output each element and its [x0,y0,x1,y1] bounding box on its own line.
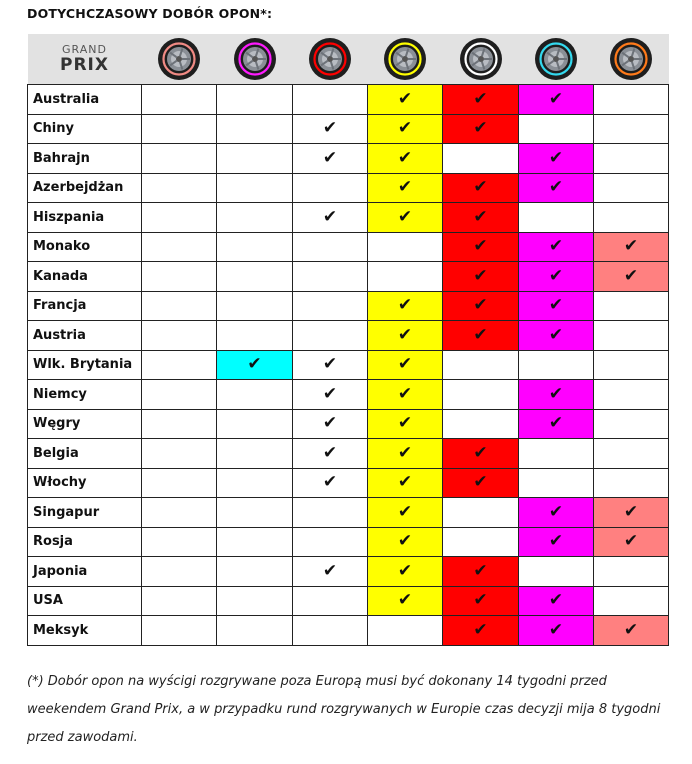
table-row [28,232,669,262]
compound-cell [142,557,217,587]
compound-cell-checked: ✔ [443,291,519,321]
compound-cell [443,409,519,439]
compound-cell [217,586,293,616]
compound-cell [217,380,293,410]
compound-cell-checked: ✔ [519,498,594,528]
compound-cell [293,498,368,528]
compound-cell [519,350,594,380]
compound-cell-checked: ✔ [594,232,669,262]
compound-cell [142,291,217,321]
compound-cell [142,468,217,498]
compound-cell-checked: ✔ [368,409,443,439]
compound-cell [519,439,594,469]
table-row [28,409,669,439]
country-label: Chiny [28,114,142,144]
country-label: Azerbejdżan [28,173,142,203]
compound-cell [293,586,368,616]
compound-cell [142,173,217,203]
compound-cell-checked: ✔ [368,144,443,174]
tyre-hard-icon [534,37,578,81]
compound-cell [142,439,217,469]
compound-cell [594,114,669,144]
compound-cell [217,409,293,439]
tyre-soft-icon [383,37,427,81]
compound-cell [142,527,217,557]
compound-cell-checked: ✔ [443,114,519,144]
compound-cell-checked: ✔ [443,232,519,262]
compound-cell-checked: ✔ [368,527,443,557]
compound-cell [142,114,217,144]
compound-cell [217,557,293,587]
compound-cell-checked: ✔ [293,203,368,233]
compound-cell [293,291,368,321]
country-label: Hiszpania [28,203,142,233]
tyre-choice-table [27,34,669,646]
compound-cell [443,144,519,174]
compound-cell-checked: ✔ [293,144,368,174]
compound-cell [217,468,293,498]
tyre-medium-icon [459,37,503,81]
compound-cell [594,291,669,321]
table-row [28,85,669,115]
tyre-superhard-icon [609,37,653,81]
grand-prix-logo [28,34,142,85]
compound-cell-checked: ✔ [293,380,368,410]
compound-cell [293,616,368,646]
compound-cell [217,85,293,115]
compound-cell [519,557,594,587]
compound-cell-checked: ✔ [519,409,594,439]
tyre-supersoft-header [293,34,368,85]
country-label: Meksyk [28,616,142,646]
country-label: Węgry [28,409,142,439]
table-row [28,557,669,587]
table-row [28,468,669,498]
table-row [28,616,669,646]
tyre-medium-header [443,34,519,85]
compound-cell [293,173,368,203]
compound-cell [594,203,669,233]
logo-prix-text: PRIX [60,55,109,75]
tyre-hypersoft-header [142,34,217,85]
country-label: Australia [28,85,142,115]
compound-cell-checked: ✔ [519,291,594,321]
country-label: Bahrajn [28,144,142,174]
compound-cell [217,527,293,557]
compound-cell [594,586,669,616]
compound-cell-checked: ✔ [519,262,594,292]
compound-cell-checked: ✔ [293,439,368,469]
compound-cell-checked: ✔ [368,85,443,115]
compound-cell [142,203,217,233]
tyre-supersoft-icon [308,37,352,81]
compound-cell [293,232,368,262]
country-label: Włochy [28,468,142,498]
compound-cell-checked: ✔ [368,380,443,410]
tyre-ultrasoft-header [217,34,293,85]
country-label: Austria [28,321,142,351]
compound-cell-checked: ✔ [519,616,594,646]
compound-cell-checked: ✔ [368,557,443,587]
table-row [28,203,669,233]
compound-cell [217,439,293,469]
compound-cell-checked: ✔ [519,586,594,616]
compound-cell-checked: ✔ [368,291,443,321]
compound-cell-checked: ✔ [368,439,443,469]
compound-cell-checked: ✔ [368,350,443,380]
compound-cell [293,321,368,351]
compound-cell [142,380,217,410]
compound-cell [443,527,519,557]
compound-cell-checked: ✔ [519,144,594,174]
compound-cell-checked: ✔ [443,586,519,616]
tyre-superhard-header [594,34,669,85]
compound-cell [142,232,217,262]
logo-grand-text: GRAND [62,43,107,56]
compound-cell-checked: ✔ [368,498,443,528]
compound-cell [443,498,519,528]
compound-cell [142,498,217,528]
compound-cell [368,262,443,292]
compound-cell [217,144,293,174]
compound-cell [142,350,217,380]
compound-cell [594,173,669,203]
country-label: Wlk. Brytania [28,350,142,380]
compound-cell [142,85,217,115]
tyre-soft-header [368,34,443,85]
compound-cell [594,468,669,498]
compound-cell-checked: ✔ [519,85,594,115]
compound-cell [217,262,293,292]
table-header-row [28,34,669,85]
table-row [28,527,669,557]
compound-cell [142,616,217,646]
page-title: DOTYCHCZASOWY DOBÓR OPON*: [27,6,273,21]
compound-cell-checked: ✔ [443,262,519,292]
compound-cell-checked: ✔ [594,616,669,646]
compound-cell-checked: ✔ [443,85,519,115]
compound-cell-checked: ✔ [368,114,443,144]
country-label: Japonia [28,557,142,587]
compound-cell-checked: ✔ [217,350,293,380]
compound-cell [217,291,293,321]
compound-cell [217,173,293,203]
compound-cell-checked: ✔ [594,498,669,528]
compound-cell-checked: ✔ [368,468,443,498]
table-row [28,262,669,292]
table-row [28,321,669,351]
compound-cell-checked: ✔ [368,321,443,351]
compound-cell-checked: ✔ [443,439,519,469]
country-label: Niemcy [28,380,142,410]
compound-cell [594,321,669,351]
compound-cell-checked: ✔ [519,232,594,262]
compound-cell-checked: ✔ [293,557,368,587]
compound-cell [519,203,594,233]
compound-cell [594,557,669,587]
compound-cell [142,144,217,174]
compound-cell-checked: ✔ [519,380,594,410]
compound-cell-checked: ✔ [293,350,368,380]
compound-cell-checked: ✔ [293,468,368,498]
country-label: Francja [28,291,142,321]
compound-cell [443,380,519,410]
compound-cell [142,321,217,351]
country-label: Belgia [28,439,142,469]
country-label: Rosja [28,527,142,557]
compound-cell-checked: ✔ [443,321,519,351]
tyre-hard-header [519,34,594,85]
compound-cell-checked: ✔ [519,173,594,203]
table-row [28,173,669,203]
compound-cell [519,468,594,498]
compound-cell-checked: ✔ [443,616,519,646]
compound-cell-checked: ✔ [443,203,519,233]
compound-cell-checked: ✔ [293,409,368,439]
compound-cell [293,262,368,292]
compound-cell-checked: ✔ [519,321,594,351]
compound-cell [142,586,217,616]
table-row [28,144,669,174]
compound-cell [217,232,293,262]
compound-cell-checked: ✔ [368,173,443,203]
compound-cell [217,321,293,351]
table-row [28,586,669,616]
table-row [28,498,669,528]
country-label: Singapur [28,498,142,528]
compound-cell-checked: ✔ [594,527,669,557]
compound-cell [594,350,669,380]
compound-cell [293,527,368,557]
table-row [28,350,669,380]
compound-cell [142,409,217,439]
compound-cell [293,85,368,115]
table-row [28,439,669,469]
compound-cell-checked: ✔ [368,203,443,233]
compound-cell [217,114,293,144]
footnote: (*) Dobór opon na wyścigi rozgrywane poza Europą musi być dokonany 14 tygodni przed weekendem Grand Prix, a w przypadku rund rozgrywanych w Europie czas decyzji mija 8 tygodni przed zawodami. [27,674,661,745]
compound-cell [594,409,669,439]
compound-cell [368,232,443,262]
table-row [28,291,669,321]
tyre-hypersoft-icon [157,37,201,81]
compound-cell [368,616,443,646]
compound-cell-checked: ✔ [293,114,368,144]
country-label: Monako [28,232,142,262]
compound-cell [142,262,217,292]
compound-cell [594,380,669,410]
compound-cell [217,616,293,646]
country-label: Kanada [28,262,142,292]
compound-cell-checked: ✔ [443,468,519,498]
compound-cell-checked: ✔ [443,557,519,587]
table-row [28,380,669,410]
compound-cell [594,439,669,469]
compound-cell [217,498,293,528]
compound-cell [519,114,594,144]
compound-cell [443,350,519,380]
tyre-ultrasoft-icon [233,37,277,81]
compound-cell-checked: ✔ [519,527,594,557]
compound-cell-checked: ✔ [594,262,669,292]
country-label: USA [28,586,142,616]
compound-cell-checked: ✔ [368,586,443,616]
compound-cell-checked: ✔ [443,173,519,203]
compound-cell [594,144,669,174]
compound-cell [217,203,293,233]
compound-cell [594,85,669,115]
table-row [28,114,669,144]
